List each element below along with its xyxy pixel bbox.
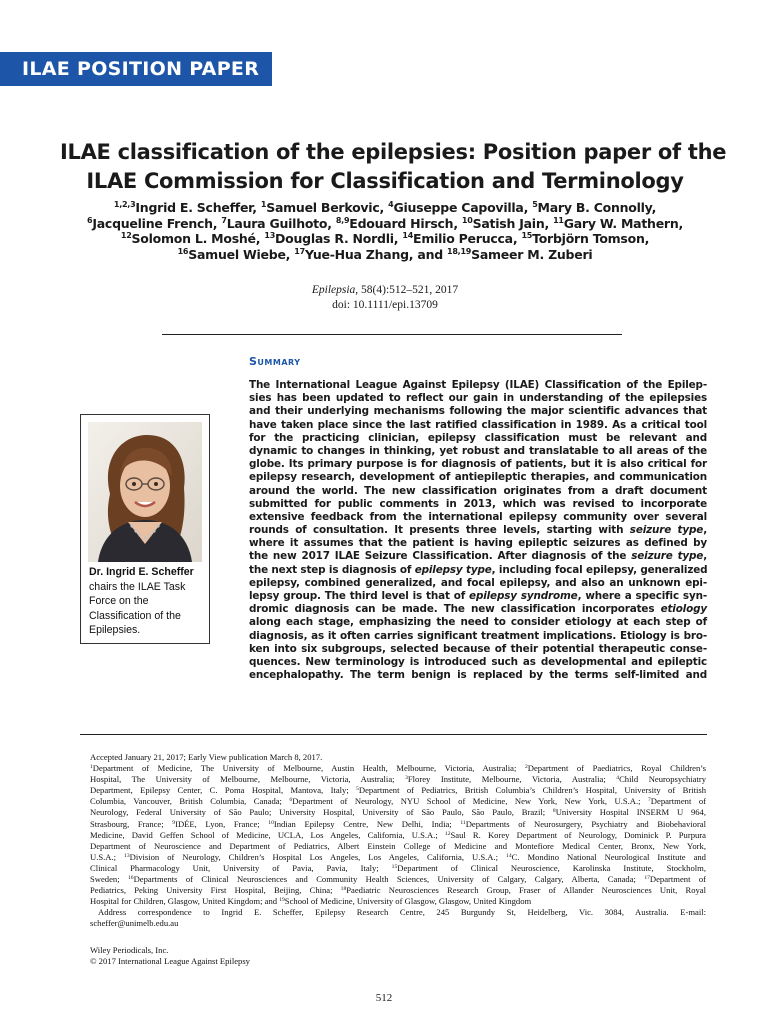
abstract-line: sies has been updated to reflect our gain in understanding of the epilepsies bbox=[249, 392, 707, 405]
author-name: Giuseppe Capovilla, bbox=[393, 200, 533, 215]
correspondence-line[interactable]: scheffer@unimelb.edu.au bbox=[90, 918, 179, 929]
position-paper-banner: ILAE POSITION PAPER bbox=[0, 52, 272, 86]
article-title bbox=[60, 138, 727, 196]
abstract-line: The International League Against Epilepsy (ILAE) Classification of the Epilep- bbox=[249, 379, 707, 391]
doi[interactable]: doi: 10.1111/epi.13709 bbox=[332, 299, 438, 311]
abstract-line: extensive feedback from the international epilepsy community over several bbox=[249, 510, 707, 523]
affiliation-line: Department, Epilepsy Center, C. Poma Hospital, Mantova, Italy; $^5$Department of Pediatrics, British Columbia’s Children’s Hospital, University of British bbox=[90, 785, 706, 796]
author-line bbox=[60, 247, 710, 263]
abstract-line: where it assumes that the patient is having epileptic seizures as defined by bbox=[249, 537, 707, 550]
author-line bbox=[60, 231, 710, 247]
abstract-line: and their underlying mechanisms following the major scientific advances that bbox=[249, 405, 707, 418]
correspondence-line: Address correspondence to Ingrid E. Scheffer, Epilepsy Research Centre, 245 Burgundy St, Heidelberg, Vic. 3084, Australia. E-mail: bbox=[98, 907, 706, 918]
affiliation-line: Sweden; $^{16}$Departments of Clinical Neurosciences and Community Health Sciences, University of Calgary, Calgary, Alberta, Canada; $^{17}$Department of bbox=[90, 874, 706, 885]
accepted-date-line: Accepted January 21, 2017; Early View publication March 8, 2017. bbox=[90, 752, 323, 762]
author-affiliation-number: 10 bbox=[461, 215, 473, 225]
author-line bbox=[60, 200, 710, 216]
author-affiliation-number: 14 bbox=[402, 231, 414, 240]
author-name: Sameer M. Zuberi bbox=[471, 246, 593, 262]
author-affiliation-number: 8,9 bbox=[335, 215, 350, 225]
abstract-line: globe. Its primary purpose is for diagnosis of patients, but it is also critical for bbox=[249, 458, 707, 471]
title-line-1: ILAE classification of the epilepsies: Position paper of the bbox=[60, 140, 727, 164]
author-affiliation-number: 15 bbox=[521, 231, 533, 240]
abstract-line: for the practicing clinician, epilepsy classification must be relevant and bbox=[249, 431, 707, 444]
abstract-line: have taken place since the last ratified classification in 1989. As a critical tool bbox=[249, 418, 707, 431]
abstract-line: rounds of consultation. It presents three levels, starting with seizure type, bbox=[249, 524, 707, 537]
author-name: Douglas R. Nordli, bbox=[275, 231, 403, 246]
author-affiliation-number: 1,2,3 bbox=[113, 200, 136, 209]
affiliation-line: Columbia, Vancouver, British Columbia, Canada; $^6$Department of Neurology, NYU School of Medicine, New York, New York, U.S.A.; $^7$Department of bbox=[90, 796, 706, 807]
publisher-name: Wiley Periodicals, Inc. bbox=[90, 945, 169, 955]
author-affiliation-number: 4 bbox=[388, 200, 394, 209]
author-affiliation-number: 13 bbox=[264, 231, 276, 240]
author-affiliation-number: 6 bbox=[87, 215, 93, 225]
affiliations-footnote bbox=[90, 752, 706, 930]
author-name: Gary W. Mathern, bbox=[563, 215, 683, 231]
affiliation-line: Clinical Pharmacology Unit, University of Pavia, Pavia, Italy; $^{15}$Department of Clinical Neuroscience, Karolinska Institute, Stockholm, bbox=[90, 862, 706, 873]
header-divider bbox=[162, 334, 622, 335]
publisher-info bbox=[90, 945, 250, 967]
author-affiliation-number: 18,19 bbox=[447, 246, 472, 256]
author-name: Laura Guilhoto, bbox=[226, 215, 336, 231]
author-affiliation-number: 11 bbox=[553, 215, 564, 225]
abstract-line: epilepsy research, development of antiepileptic therapies, and communication bbox=[249, 471, 707, 484]
author-affiliation-number: 17 bbox=[294, 246, 305, 256]
author-photo-box bbox=[80, 414, 210, 644]
photo-caption bbox=[89, 565, 207, 638]
author-name: Satish Jain, bbox=[472, 215, 554, 231]
author-name: Samuel Berkovic, bbox=[266, 200, 389, 215]
affiliation-line: U.S.A.; $^{13}$Division of Neurology, Children’s Hospital Los Angeles, Los Angeles, California, U.S.A.; $^{14}$C. Mondino National Neurological Institute and bbox=[90, 851, 706, 862]
abstract-line: the next step is diagnosis of epilepsy type, including focal epilepsy, generalized bbox=[249, 563, 708, 576]
author-line bbox=[60, 216, 710, 232]
author-affiliation-number: 16 bbox=[177, 246, 189, 256]
abstract-line: dromic diagnosis can be made. The new classification incorporates etiology bbox=[249, 603, 707, 616]
affiliation-line: Department of Neuroscience and Department of Pediatrics, Albert Einstein College of Medicine and Montefiore Medical Center, Bronx, New York, bbox=[90, 840, 706, 851]
affiliation-line: Strasbourg, France; $^9$IDÉE, Lyon, France; $^{10}$Indian Epilepsy Centre, New Delhi, India; $^{11}$Departments of Neurosurgery, Psychiatry and Biobehavioral bbox=[90, 818, 707, 829]
abstract-line: epilepsy, combined generalized, and focal epilepsy, and also an unknown epi- bbox=[249, 576, 707, 589]
abstract-line: diagnosis, as it often carries significant treatment implications. Etiology is bro- bbox=[249, 629, 707, 642]
abstract-text bbox=[249, 379, 707, 682]
abstract-line: ken into six subgroups, selected because of their potential therapeutic conse- bbox=[249, 642, 707, 655]
author-affiliation-number: 5 bbox=[532, 200, 538, 209]
author-name: Jacqueline French, bbox=[92, 215, 222, 231]
abstract-line: lepsy group. The third level is that of epilepsy syndrome, where a specific syn- bbox=[249, 590, 707, 602]
author-name: Yue-Hua Zhang, and bbox=[304, 246, 448, 262]
author-name: Solomon L. Moshé, bbox=[131, 231, 265, 246]
footnote-divider bbox=[80, 734, 707, 735]
journal-name: Epilepsia bbox=[311, 284, 356, 296]
author-name: Torbjörn Tomson, bbox=[532, 231, 650, 246]
affiliation-line: $^1$Department of Medicine, The University of Melbourne, Austin Health, Melbourne, Victoria, Australia; $^2$Department of Paediatrics, Royal Children’s bbox=[90, 763, 706, 774]
copyright: © 2017 International League Against Epilepsy bbox=[90, 956, 250, 967]
abstract-line: quences. New terminology is introduced such as developmental and epileptic bbox=[249, 655, 707, 668]
author-name: Edouard Hirsch, bbox=[349, 215, 462, 231]
author-list bbox=[60, 200, 710, 262]
author-name: Ingrid E. Scheffer, bbox=[135, 200, 261, 215]
affiliation-line: Neurology, Federal University of São Paulo; University Hospital, University of São Paulo, São Paulo, Brazil; $^8$University Hospital INSERM U 964, bbox=[90, 807, 706, 818]
page-number: 512 bbox=[375, 992, 393, 1004]
author-name: Samuel Wiebe, bbox=[188, 246, 295, 262]
summary-heading: Summary bbox=[249, 355, 301, 368]
citation bbox=[160, 283, 610, 313]
caption-name: Dr. Ingrid E. Scheffer bbox=[89, 566, 194, 578]
affiliation-line: Hospital, The University of Melbourne, Melbourne, Victoria, Australia; $^3$Florey Institute, Melbourne, Victoria, Australia; $^4$Child Neuropsychiatry bbox=[90, 774, 707, 785]
abstract-line: around the world. The new classification originates from a draft document bbox=[249, 484, 707, 497]
abstract-line: encephalopathy. The term benign is replaced by the terms self-limited and bbox=[249, 669, 707, 682]
abstract-line: the new 2017 ILAE Seizure Classification. After diagnosis of the seizure type, bbox=[249, 550, 708, 563]
abstract-line: submitted for public comments in 2013, which was revised to incorporate bbox=[249, 497, 707, 510]
author-affiliation-number: 7 bbox=[221, 215, 227, 225]
author-photo bbox=[88, 422, 202, 562]
affiliation-line: Hospital for Children, Glasgow, United Kingdom; and $^{19}$School of Medicine, University of Glasgow, Glasgow, United Kingdom bbox=[90, 896, 532, 907]
caption-text: chairs the ILAE Task Force on the Classification of the Epilepsies. bbox=[89, 580, 186, 636]
author-name: Emilio Perucca, bbox=[413, 231, 522, 246]
title-line-2: ILAE Commission for Classification and Terminology bbox=[86, 169, 684, 193]
affiliation-line: Pediatrics, Peking University First Hospital, Beijing, China; $^{18}$Paediatric Neurosciences Research Group, Fraser of Allander Neurosciences Unit, Royal bbox=[90, 885, 706, 896]
author-name: Mary B. Connolly, bbox=[537, 200, 657, 215]
journal-volume: , 58(4):512–521, 2017 bbox=[355, 284, 459, 296]
affiliation-line: Medicine, David Geffen School of Medicine, UCLA, Los Angeles, California, U.S.A.; $^{12}$Saul R. Korey Department of Neurology, Dominick P. Purpura bbox=[90, 829, 706, 840]
abstract-line: dynamic to changes in thinking, yet robust and translatable to all areas of the bbox=[249, 444, 707, 457]
author-affiliation-number: 12 bbox=[120, 231, 132, 240]
author-affiliation-number: 1 bbox=[260, 200, 267, 209]
abstract-line: along each stage, emphasizing the need to consider etiology at each step of bbox=[249, 616, 707, 629]
